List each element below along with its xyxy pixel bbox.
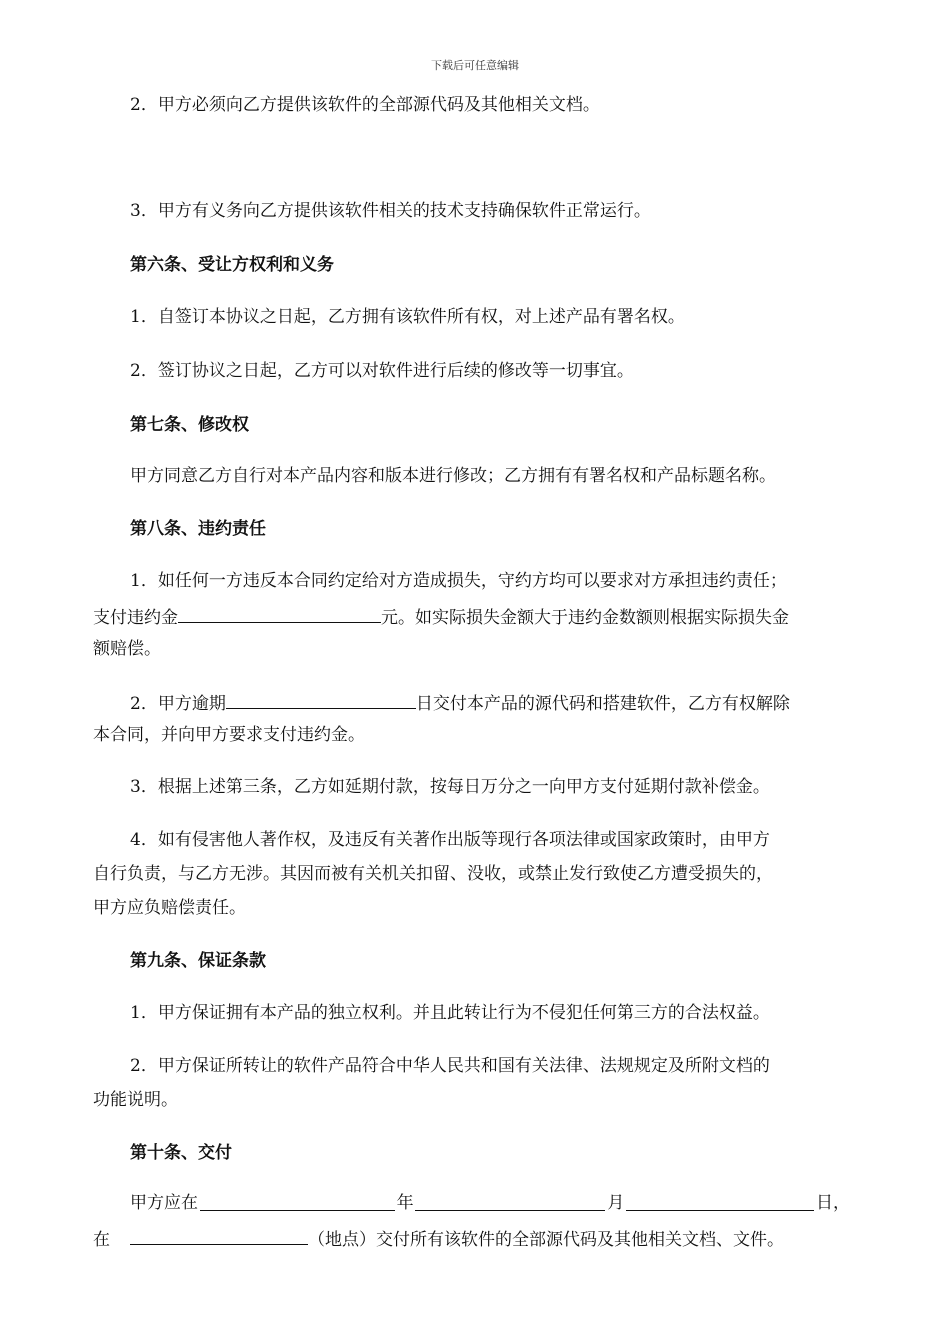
art10-label-deliver-by: 甲方应在 [130,1193,198,1213]
art10-label-month: 月 [607,1193,625,1213]
art9-item-2-line-2: 功能说明。 [93,1090,178,1110]
art6-item-2: 2．签订协议之日起，乙方可以对软件进行后续的修改等一切事宜。 [130,361,634,381]
delivery-day-blank[interactable] [626,1192,814,1211]
art9-item-1: 1．甲方保证拥有本产品的独立权利。并且此转让行为不侵犯任何第三方的合法权益。 [130,1003,770,1023]
art10-line-2 [93,1226,853,1251]
art8-item-1-line-3: 额赔偿。 [93,639,161,659]
delivery-month-blank[interactable] [415,1192,605,1211]
art5-item-2: 2．甲方必须向乙方提供该软件的全部源代码及其他相关文档。 [130,95,600,115]
art8-item-3: 3．根据上述第三条，乙方如延期付款，按每日万分之一向甲方支付延期付款补偿金。 [130,777,770,797]
art8-item-4-line-1: 4．如有侵害他人著作权，及违反有关著作出版等现行各项法律或国家政策时，由甲方 [130,830,770,850]
art10-label-day: 日， [815,1193,850,1213]
art8-item-2-suffix: 日交付本产品的源代码和搭建软件，乙方有权解除 [415,694,790,714]
art8-item-1-suffix: 元。如实际损失金额大于违约金数额则根据实际损失金 [381,608,789,628]
art8-item-1-prefix: 支付违约金 [93,608,178,628]
art10-line-1 [130,1192,850,1214]
art6-heading: 第六条、受让方权利和义务 [130,255,334,275]
art8-item-2-line-2: 本合同，并向甲方要求支付违约金。 [93,725,365,745]
art8-item-1-line-2 [93,604,853,629]
art8-item-4-line-3: 甲方应负赔偿责任。 [93,898,246,918]
delivery-location-blank[interactable] [130,1226,308,1245]
art10-heading: 第十条、交付 [130,1143,232,1163]
art8-heading: 第八条、违约责任 [130,519,266,539]
art10-label-year: 年 [396,1193,414,1213]
art6-item-1: 1．自签订本协议之日起，乙方拥有该软件所有权，对上述产品有署名权。 [130,307,685,327]
penalty-amount-blank[interactable] [178,604,381,623]
art10-location-suffix: （地点）交付所有该软件的全部源代码及其他相关文档、文件。 [308,1230,784,1250]
delivery-year-blank[interactable] [200,1192,395,1211]
art8-item-4-line-2: 自行负责，与乙方无涉。其因而被有关机关扣留、没收，或禁止发行致使乙方遭受损失的， [93,864,773,884]
art5-item-3: 3．甲方有义务向乙方提供该软件相关的技术支持确保软件正常运行。 [130,201,651,221]
art9-heading: 第九条、保证条款 [130,951,266,971]
art9-item-2-line-1: 2．甲方保证所转让的软件产品符合中华人民共和国有关法律、法规规定及所附文档的 [130,1056,770,1076]
art8-item-2-prefix: 2．甲方逾期 [130,694,226,714]
page-header-note: 下载后可任意编辑 [431,59,519,72]
art8-item-2-line-1 [130,690,853,715]
overdue-days-blank[interactable] [226,690,416,709]
art7-text: 甲方同意乙方自行对本产品内容和版本进行修改；乙方拥有有署名权和产品标题名称。 [130,466,776,486]
art10-label-at: 在 [93,1230,110,1250]
art7-heading: 第七条、修改权 [130,415,249,435]
art8-item-1-line-1: 1．如任何一方违反本合同约定给对方造成损失，守约方均可以要求对方承担违约责任； [130,571,787,591]
